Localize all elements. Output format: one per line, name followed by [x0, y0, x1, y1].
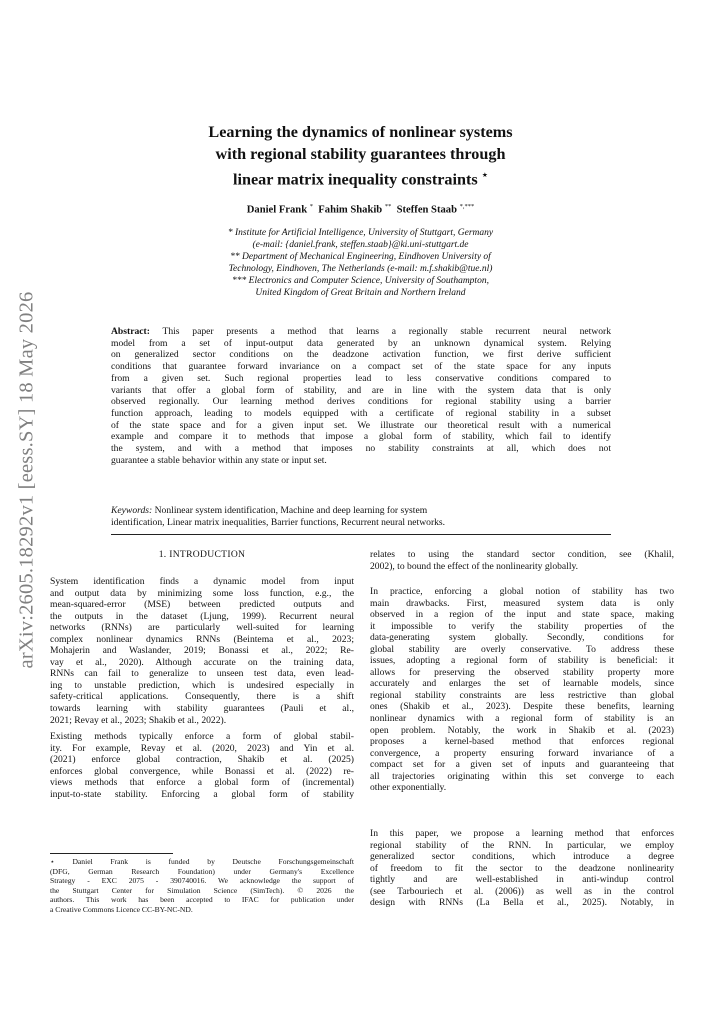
abstract-line: Abstract: This paper presents a method that learns a regionally stable recurrent neural network [111, 326, 612, 337]
footnote [50, 857, 354, 915]
footnote-line: authors. This work has been accepted to IFAC for publication under [50, 895, 354, 905]
footnote-line: a Creative Commons Licence CC-BY-NC-ND. [50, 904, 193, 914]
abstract-line: from a given set. Such regional properties lead to less conservative conditions compared to [111, 372, 611, 384]
text-line: it impossible to verify the stability properties of the [370, 620, 674, 632]
text-line: RNNs can fail to generalize to unseen test data, even lead- [50, 668, 354, 680]
text-line: accurately and enlarges the set of learnable models, since [370, 678, 674, 690]
section-heading: 1. INTRODUCTION [158, 549, 246, 560]
text-line: regional stability of the RNN. In particular, we employ [370, 839, 674, 851]
abstract-line: guarantee a stable behavior within any state or input set. [111, 454, 327, 466]
abstract-label: Abstract: [111, 326, 150, 337]
text-line: System identification finds a dynamic model from input [50, 576, 354, 587]
text-line: towards learning with stability guarantees (Pauli et al., [50, 703, 354, 715]
text-line: convergence, a property ensuring forward invariance of a [370, 747, 674, 759]
text-line: ing to unstable prediction, which is undesired especially in [50, 679, 354, 691]
left-column-paragraph [50, 576, 354, 726]
arxiv-stamp [4, 284, 50, 676]
keywords-line: identification, Linear matrix inequalities, Barrier functions, Recurrent neural networks. [111, 516, 446, 528]
abstract-line: function approach, leading to models equipped with a certificate of regional stability in a subset [111, 407, 611, 419]
text-line: mean-squared-error (MSE) between predicted outputs and [50, 599, 354, 611]
text-line: regional stability constraints are less restrictive than global [370, 689, 674, 701]
abstract [111, 326, 611, 466]
text-line: other exponentially. [370, 782, 447, 794]
text-line: global stability are overly conservative. To address these [370, 643, 674, 655]
affiliation-line: United Kingdom of Great Britain and Northern Ireland [255, 287, 466, 298]
footnote-line: ⋆ Daniel Frank is funded by Deutsche Forschungsgemeinschaft [50, 857, 354, 866]
text-line: In this paper, we propose a learning method that enforces [370, 828, 674, 839]
author-mark: *,*** [459, 203, 475, 210]
text-line: relates to using the standard sector condition, see (Khalil, [370, 549, 674, 560]
text-line: data-generating system globally. Secondly, conditions for [370, 632, 674, 644]
text-line: vay et al., 2020). Although accurate on the training data, [50, 656, 354, 668]
footnote-line: (DFG, German Research Foundation) under Germany's Excellence [50, 866, 354, 876]
affiliation-line: * Institute for Artificial Intelligence, University of Stuttgart, Germany [227, 228, 494, 238]
keywords [111, 505, 611, 528]
footnote-divider [50, 853, 173, 854]
author-name: Fahim Shakib [318, 204, 383, 216]
abstract-line: observed regionally. Our learning method derives conditions for regional stability using a barrier [111, 396, 611, 408]
affiliation-line: *** Electronics and Computer Science, University of Southampton, [232, 275, 489, 286]
abstract-line: model from a set of input-output data generated by an unknown dynamical system. Relying [111, 337, 611, 349]
text-line: nonlinear dynamics with a regional form of stability is an [370, 713, 674, 725]
left-column-paragraph [50, 731, 354, 800]
text-line: all trajectories originating within this set converge to each [370, 770, 674, 782]
affiliation-line: (e-mail: {daniel.frank, steffen.staab}@ki.uni-stuttgart.de [252, 239, 469, 250]
author-mark: ** [384, 203, 392, 210]
footnote-line: Strategy - EXC 2075 - 390740016. We acknowledge the support of [50, 876, 354, 886]
paper-title [100, 121, 621, 190]
affiliation-line: ** Department of Mechanical Engineering, Eindhoven University of [230, 251, 491, 262]
text-line: 2021; Revay et al., 2023; Shakib et al., 2022). [50, 714, 227, 726]
abstract-divider [111, 534, 611, 535]
text-line: networks (RNNs) are particularly well-suited for learning [50, 622, 354, 634]
right-column-paragraph [370, 586, 674, 794]
abstract-line: of the state space and for a given input set. We illustrate our theoretical result with a numerical [111, 419, 611, 431]
text-line: generalized sector conditions, which introduce a degree [370, 851, 674, 863]
text-line: In practice, enforcing a global notion of stability has two [370, 586, 674, 597]
text-line: of freedom to fit the sector to the deadzone nonlinearity [370, 862, 674, 874]
author-mark: * [309, 203, 313, 210]
abstract-line: conditions that guarantee forward invariance on a compact set of the state space for any inputs [111, 361, 611, 373]
affiliation-line: Technology, Eindhoven, The Netherlands (e-mail: m.f.shakib@tue.nl) [228, 263, 493, 274]
affiliations [100, 228, 621, 299]
text-line: main drawbacks. First, measured system data is only [370, 597, 674, 609]
text-line: allows for preserving the observed stability property more [370, 666, 674, 678]
right-column-paragraph [370, 549, 674, 572]
text-line: views methods that enforce a global form of (incremental) [50, 777, 354, 789]
keywords-label: Keywords: [111, 505, 153, 516]
footnote-line: the Stuttgart Center for Simulation Science (SimTech). © 2026 the [50, 885, 354, 895]
text-line: 2002), to bound the effect of the nonlinearity globally. [370, 560, 579, 572]
author-name: Steffen Staab [396, 204, 457, 216]
title-line: with regional stability guarantees through [215, 145, 506, 163]
text-line: proposes a kernel-based method that enforces regional [370, 736, 674, 748]
text-line: ity. For example, Revay et al. (2020, 2023) and Yin et al. [50, 742, 354, 754]
keywords-line: Keywords: Nonlinear system identification, Machine and deep learning for system [111, 505, 428, 516]
arxiv-id: arXiv:2605.18292v1 [eess.SY] 18 May 2026 [15, 291, 38, 669]
abstract-line: on generalized sector conditions on the deadzone activation function, we first derive sufficient [111, 349, 611, 361]
title-line: Learning the dynamics of nonlinear systems [208, 123, 513, 141]
author-list [100, 203, 621, 216]
abstract-line: example and compare it to methods that impose a global form of stability, which fail to identify [111, 431, 611, 443]
abstract-line: variants that offer a global form of stability, and are in line with the system data that is only [111, 384, 611, 396]
text-line: open problem. Notably, the work in Shakib et al. (2023) [370, 724, 674, 736]
text-line: ones (Shakib et al., 2023). Despite these benefits, learning [370, 701, 674, 713]
abstract-line: the system, and with a method that imposes no stability constraints at all, which does not [111, 443, 611, 455]
title-footnote-mark: ⋆ [481, 170, 489, 181]
text-line: design with RNNs (La Bella et al., 2025). Notably, in [370, 897, 674, 909]
text-line: observed in a region of the input and state space, making [370, 609, 674, 621]
text-line: compact set for a given set of inputs and guaranteeing that [370, 759, 674, 771]
author-name: Daniel Frank [246, 204, 308, 216]
text-line: the outputs in the dataset (Ljung, 1999). Recurrent neural [50, 610, 354, 622]
text-line: tightly and are well-established in anti-windup control [370, 874, 674, 886]
text-line: enforces global convergence, while Bonassi et al. (2022) re- [50, 765, 354, 777]
text-line: Mohajerin and Waslander, 2019; Bonassi et al., 2022; Re- [50, 645, 354, 657]
right-column-paragraph [370, 828, 674, 909]
text-line: issues, adopting a regional form of stability is beneficial: it [370, 655, 674, 667]
text-line: Existing methods typically enforce a form of global stabil- [50, 731, 354, 742]
text-line: complex nonlinear dynamics RNNs (Beintema et al., 2023; [50, 633, 354, 645]
text-line: (2021) enforce global contraction, Shakib et al. (2025) [50, 754, 354, 766]
text-line: (see Tarbouriech et al. (2006)) as well as in the control [370, 885, 674, 897]
text-line: safety-critical applications. Consequently, there is a shift [50, 691, 354, 703]
title-line: linear matrix inequality constraints ⋆ [232, 170, 489, 189]
text-line: input-to-state stability. Enforcing a global form of stability [50, 788, 354, 800]
text-line: and output data by minimizing some loss function, e.g., the [50, 587, 354, 599]
